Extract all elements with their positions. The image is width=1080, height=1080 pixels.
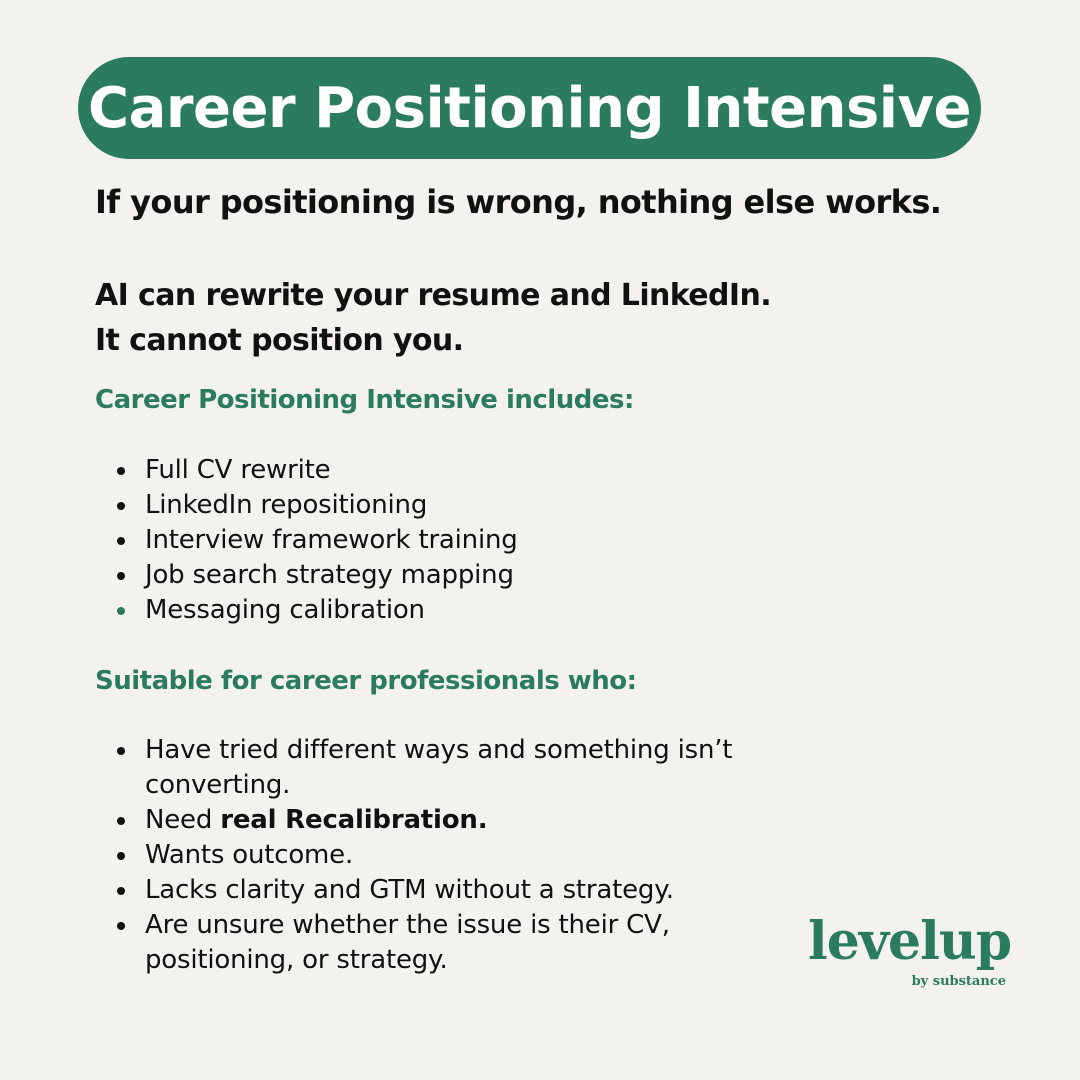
list-item <box>117 453 518 488</box>
list-item-text-prefix: Need <box>145 805 221 835</box>
bullet-dot-icon <box>117 887 125 895</box>
list-item <box>117 838 817 873</box>
list-item-text: Have tried different ways and something isn’t converting. <box>145 735 733 800</box>
ai-statement-line-2: It cannot position you. <box>95 323 464 358</box>
list-item <box>117 803 817 838</box>
tagline: If your positioning is wrong, nothing else works. <box>95 183 942 221</box>
list-item-text: Lacks clarity and GTM without a strategy. <box>145 875 674 905</box>
list-item <box>117 733 817 803</box>
logo-subtitle: by substance <box>911 974 1006 989</box>
bullet-dot-icon <box>117 537 125 545</box>
bullet-dot-icon <box>117 502 125 510</box>
bullet-dot-icon <box>117 852 125 860</box>
list-item <box>117 593 518 628</box>
list-item-text: Job search strategy mapping <box>145 560 514 590</box>
list-item <box>117 873 817 908</box>
list-item-text: LinkedIn repositioning <box>145 490 428 520</box>
title-banner <box>78 57 981 159</box>
ai-statement-line-1: AI can rewrite your resume and LinkedIn. <box>95 278 772 313</box>
list-item-text: Interview framework training <box>145 525 518 555</box>
suitable-list <box>117 733 817 978</box>
list-item-text: Full CV rewrite <box>145 455 331 485</box>
page-title: Career Positioning Intensive <box>88 75 971 141</box>
levelup-logo <box>808 911 1012 990</box>
bullet-dot-icon <box>117 467 125 475</box>
includes-list <box>117 453 518 628</box>
bullet-dot-icon <box>117 922 125 930</box>
bullet-dot-icon <box>117 607 125 615</box>
list-item-text: Wants outcome. <box>145 840 354 870</box>
list-item-text: Messaging calibration <box>145 595 425 625</box>
suitable-heading: Suitable for career professionals who: <box>95 666 637 696</box>
logo-wordmark: levelup <box>808 911 1012 972</box>
bullet-dot-icon <box>117 747 125 755</box>
list-item-text-bold: real Recalibration. <box>220 805 488 835</box>
ai-statement <box>95 273 771 363</box>
bullet-dot-icon <box>117 817 125 825</box>
includes-heading: Career Positioning Intensive includes: <box>95 385 634 415</box>
list-item <box>117 523 518 558</box>
list-item <box>117 908 765 978</box>
bullet-dot-icon <box>117 572 125 580</box>
list-item <box>117 488 518 523</box>
list-item-text: Are unsure whether the issue is their CV, positioning, or strategy. <box>145 910 670 975</box>
list-item <box>117 558 518 593</box>
